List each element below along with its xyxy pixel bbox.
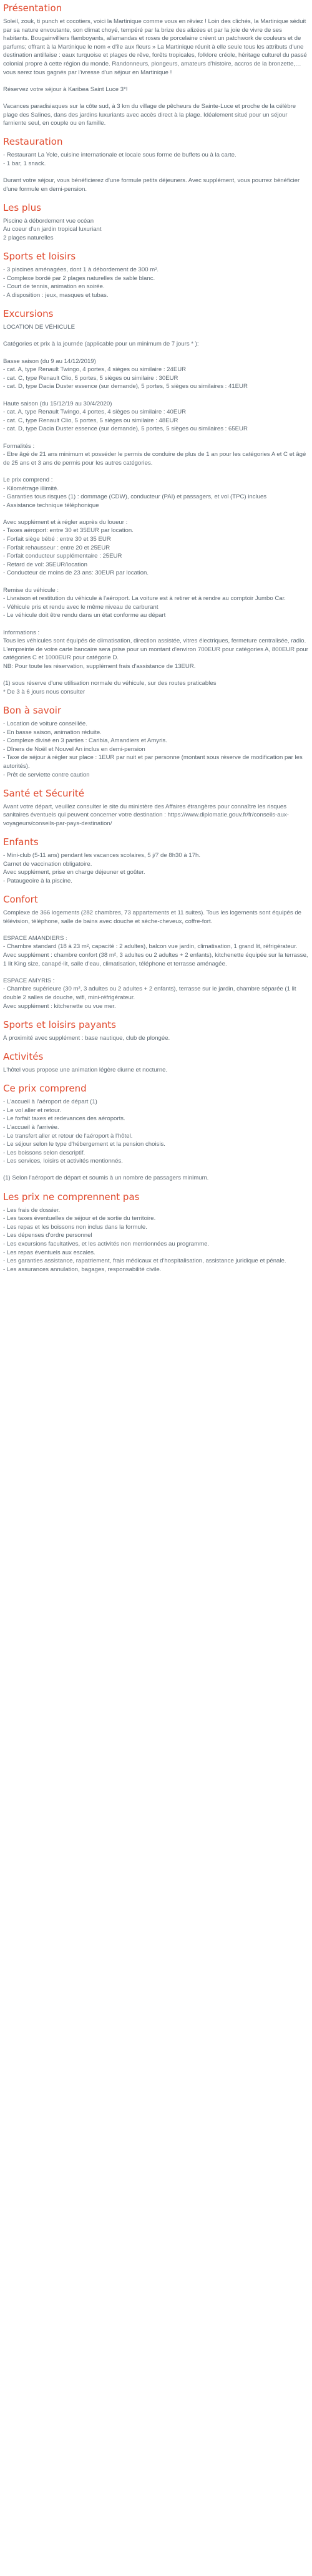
paragraph [3, 518, 309, 578]
text-line: - Mini-club (5-11 ans) pendant les vacances scolaires, 5 j/7 de 8h30 à 17h. [3, 852, 201, 859]
text-line: - Retard de vol: 35EUR/location [3, 561, 87, 568]
text-line: - Les assurances annulation, bagages, responsabilité civile. [3, 1266, 162, 1273]
text-line: - Le séjour selon le type d'hébergement et la pension choisis. [3, 1141, 165, 1148]
section-heading: Sports et loisirs payants [3, 1019, 116, 1030]
text-line: - Assistance technique téléphonique [3, 501, 99, 509]
text-line: - Les repas éventuels aux escales. [3, 1249, 95, 1256]
paragraph [3, 1174, 309, 1183]
text-line: - Les services, loisirs et activités mentionnés. [3, 1158, 123, 1165]
text-line: - Les frais de dossier. [3, 1206, 61, 1214]
text-line: - Taxes aéroport: entre 30 et 35EUR par location. [3, 527, 134, 535]
text-line: - Location de voiture conseillée. [3, 720, 87, 727]
paragraph [3, 442, 309, 468]
section-heading: Sports et loisirs [3, 251, 76, 263]
paragraph [3, 266, 309, 299]
paragraph [3, 476, 309, 510]
text-line: - L'accueil à l'aéroport de départ (1) [3, 1098, 97, 1106]
text-line: - 3 piscines aménagées, dont 1 à débordement de 300 m². [3, 266, 159, 274]
paragraph [3, 1034, 309, 1043]
section-heading: Restauration [3, 136, 63, 148]
paragraph [3, 977, 309, 1010]
text-line: - Les excursions facultatives, et les activités non mentionnées au programme. [3, 1241, 210, 1248]
text-line: - Forfait conducteur supplémentaire : 25EUR [3, 553, 122, 560]
paragraph [3, 340, 309, 349]
text-line: - Les dépenses d'ordre personnel [3, 1232, 92, 1239]
text-line: - Chambre standard (18 à 23 m², capacité : 2 adultes), balcon vue jardin, climatisation, 1 grand lit, réfrigérateur. [3, 943, 298, 951]
section-heading: Enfants [3, 836, 39, 848]
text-line: - Les taxes éventuelles de séjour et de sortie du territoire. [3, 1215, 156, 1223]
text-line: L'empreinte de votre carte bancaire sera prise pour un montant d'environ 700EUR pour catégories A, 800EUR pour catégories C et 1000EUR pour catégorie D. [3, 646, 308, 662]
text-line: - Court de tennis, animation en soirée. [3, 283, 105, 291]
section [3, 202, 309, 243]
paragraph [3, 851, 309, 885]
text-line: Formalités : [3, 442, 35, 450]
text-line: Piscine à débordement vue océan [3, 217, 94, 225]
text-line: - cat. D, type Dacia Duster essence (sur demande), 5 portes, 5 sièges ou similaires : 41EUR [3, 383, 248, 390]
text-line: - Chambre supérieure (30 m², 3 adultes ou 2 adultes + 2 enfants), terrasse sur le jardin, chambre séparée (1 lit double 2 salles de douche, wifi, mini-réfrigérateur. [3, 985, 296, 1001]
document-body [0, 0, 312, 1286]
text-line: Le prix comprend : [3, 476, 53, 483]
paragraph [3, 803, 309, 828]
text-line: Avec supplément et à régler auprès du loueur : [3, 518, 128, 526]
text-line: 2 plages naturelles [3, 235, 54, 242]
text-line: Avec supplément : chambre confort (38 m², 3 adultes ou 2 adultes + 2 enfants), kitchenette équipée sur la terrasse, 1 lit King size, canapé-lit, salle d'eau, climatisation, téléphone et terrasse aménagée. [3, 952, 308, 967]
paragraph [3, 629, 309, 671]
text-line: - Forfait rehausseur : entre 20 et 25EUR [3, 544, 110, 551]
text-line: - Le vol aller et retour. [3, 1106, 61, 1114]
section [3, 308, 309, 696]
text-line: * De 3 à 6 jours nous consulter [3, 688, 85, 695]
text-line: - cat. D, type Dacia Duster essence (sur demande), 5 portes, 5 sièges ou similaires : 65EUR [3, 425, 248, 433]
text-line: Remise du véhicule : [3, 586, 59, 594]
text-line: - Le transfert aller et retour de l'aéroport à l'hôtel. [3, 1132, 133, 1140]
section [3, 1051, 309, 1075]
paragraph [3, 720, 309, 779]
section-heading: Les prix ne comprennent pas [3, 1191, 140, 1203]
text-line: - Complexe bordé par 2 plages naturelles de sable blanc. [3, 274, 155, 282]
text-line: - Forfait siège bébé : entre 30 et 35 EUR [3, 536, 111, 543]
text-line: ESPACE AMANDIERS : [3, 934, 67, 942]
text-line: - Garanties tous risques (1) : dommage (CDW), conducteur (PAI) et passagers, et vol (TPC) inclues [3, 493, 267, 501]
text-line: - cat. C, type Renault Clio, 5 portes, 5 sièges ou similaire : 30EUR [3, 374, 178, 382]
section-heading: Ce prix comprend [3, 1083, 87, 1095]
text-line: Tous les véhicules sont équipés de climatisation, direction assistée, vitres électriques, fermeture centralisée, radio. [3, 637, 306, 645]
paragraph [3, 323, 309, 332]
text-line: Informations : [3, 629, 40, 636]
text-line: - cat. C, type Renault Clio, 5 portes, 5 sièges ou similaire : 48EUR [3, 417, 178, 424]
text-line: - Les garanties assistance, rapatriement, frais médicaux et d'hospitalisation, assistance juridique et pénale. [3, 1257, 286, 1265]
section [3, 788, 309, 828]
paragraph [3, 1206, 309, 1274]
text-line: - Les boissons selon descriptif. [3, 1149, 85, 1156]
text-line: - Conducteur de moins de 23 ans: 30EUR par location. [3, 569, 149, 577]
text-line: Avant votre départ, veuillez consulter le site du ministère des Affaires étrangères pour connaître les risques sanitaires éventuels qui peuvent concerner votre destination : https://www.diplomatie.gouv.fr/fr/conseils-aux-voyageurs/conseils-par-pays-destination/ [3, 803, 289, 827]
text-line: - L'accueil à l'arrivée. [3, 1123, 59, 1131]
text-line: Au coeur d'un jardin tropical luxuriant [3, 226, 102, 233]
text-line: - A disposition : jeux, masques et tubas. [3, 292, 109, 299]
section-heading: Présentation [3, 2, 62, 14]
text-line: Avec supplément : kitchenette ou vue mer. [3, 1002, 116, 1010]
text-line: Durant votre séjour, vous bénéficierez d'une formule petits déjeuners. Avec supplément, vous pourrez bénéficier d'une formule en demi-pension. [3, 177, 300, 193]
paragraph [3, 151, 309, 168]
text-line: - En basse saison, animation réduite. [3, 729, 102, 736]
text-line: - cat. A, type Renault Twingo, 4 portes, 4 sièges ou similaire : 24EUR [3, 366, 187, 374]
text-line: - Livraison et restitution du véhicule à l'aéroport. La voiture est à retirer et à rendre au comptoir Jumbo Car. [3, 595, 286, 603]
paragraph [3, 1066, 309, 1075]
text-line: ESPACE AMYRIS : [3, 977, 55, 984]
paragraph [3, 934, 309, 968]
text-line: Carnet de vaccination obligatoire. [3, 860, 92, 868]
text-line: - cat. A, type Renault Twingo, 4 portes, 4 sièges ou similaire : 40EUR [3, 409, 187, 416]
text-line: Vacances paradisiaques sur la côte sud, à 3 km du village de pêcheurs de Sainte-Luce et proche de la célèbre plage des Salines, dans des jardins luxuriants avec accès direct à la plage. Idéalement situé pour un séjour farniente seul, en couple ou en famille. [3, 102, 296, 127]
section [3, 894, 309, 1010]
paragraph [3, 909, 309, 926]
section-heading: Activités [3, 1050, 44, 1062]
paragraph [3, 177, 309, 193]
text-line: - Kilométrage illimité. [3, 485, 59, 492]
paragraph [3, 357, 309, 391]
paragraph [3, 1098, 309, 1166]
text-line: Soleil, zouk, ti punch et cocotiers, voici la Martinique comme vous en rêviez ! Loin des clichés, la Martinique séduit par sa nature envoutante, son climat choyé, tempéré par la brize des alizées et par la joie de vivre de ses habitants. Bougainvilliers flamboyants, allamandas et roses de porcelaine créent un patchwork de couleurs et de parfums; offrant à la Martinique le nom « d'île aux fleurs » La Martinique réunit à elle seule tous les attributs d'une destination antillaise : eaux turquoise et plages de rêve, forêts tropicales, folklore créole, héritage culturel du passé colonial propre à cette région du monde. Randonneurs, plongeurs, amateurs d'histoire, accros de la bronzette,… vous serez tous gagnés par l'ivresse d'un séjour en Martinique ! [3, 18, 307, 76]
text-line: NB: Pour toute les réservation, supplément frais d'assistance de 13EUR. [3, 662, 196, 670]
text-line: (1) Selon l'aéroport de départ et soumis à un nombre de passagers minimum. [3, 1174, 209, 1182]
section-heading: Confort [3, 894, 38, 906]
text-line: - Etre âgé de 21 ans minimum et posséder le permis de conduire de plus de 1 an pour les catégories A et C et âgé de 25 ans et 3 ans de permis pour les autres catégories. [3, 451, 306, 467]
text-line: - Dîners de Noël et Nouvel An inclus en demi-pension [3, 745, 145, 753]
paragraph [3, 17, 309, 77]
section-heading: Bon à savoir [3, 704, 62, 716]
paragraph [3, 102, 309, 128]
section [3, 836, 309, 885]
text-line: Haute saison (du 15/12/19 au 30/4/2020) [3, 400, 112, 407]
section [3, 1019, 309, 1043]
text-line: Complexe de 366 logements (282 chambres, 73 appartements et 11 suites). Tous les logements sont équipés de télévision, téléphone, salle de bains avec douche et sèche-cheveux, coffre-fort. [3, 909, 302, 925]
text-line: L'hôtel vous propose une animation légère diurne et nocturne. [3, 1066, 168, 1073]
text-line: - Prêt de serviette contre caution [3, 771, 90, 778]
section [3, 2, 309, 128]
text-line: - Les repas et les boissons non inclus dans la formule. [3, 1223, 147, 1231]
text-line: - Taxe de séjour à régler sur place : 1EUR par nuit et par personne (montant sous réserve de modification par les autorités). [3, 754, 303, 770]
paragraph [3, 586, 309, 620]
text-line: - Véhicule pris et rendu avec le même niveau de carburant [3, 603, 158, 611]
section [3, 1083, 309, 1183]
section-heading: Excursions [3, 308, 54, 320]
text-line: - 1 bar, 1 snack. [3, 160, 46, 167]
section [3, 251, 309, 299]
text-line: Catégories et prix à la journée (applicable pour un minimum de 7 jours * ): [3, 341, 199, 348]
text-line: (1) sous réserve d'une utilisation normale du véhicule, sur des routes praticables [3, 680, 217, 687]
text-line: - Complexe divisé en 3 parties : Caribia, Amandiers et Amyris. [3, 737, 167, 745]
text-line: Avec supplément, prise en charge déjeuner et goûter. [3, 869, 145, 876]
section-heading: Les plus [3, 201, 41, 213]
text-line: - Pataugeoire à la piscine. [3, 877, 72, 884]
paragraph [3, 217, 309, 243]
text-line: À proximité avec supplément : base nautique, club de plongée. [3, 1034, 170, 1042]
section-heading: Santé et Sécurité [3, 787, 84, 799]
section [3, 136, 309, 193]
paragraph [3, 85, 309, 94]
text-line: Basse saison (du 9 au 14/12/2019) [3, 357, 96, 365]
text-line: LOCATION DE VÉHICULE [3, 324, 75, 331]
text-line: - Le véhicule doit être rendu dans un état conforme au départ [3, 612, 166, 619]
section [3, 1191, 309, 1274]
text-line: Réservez votre séjour à Karibea Saint Luce 3*! [3, 85, 128, 93]
text-line: - Restaurant La Yole, cuisine internationale et locale sous forme de buffets ou à la carte. [3, 152, 236, 159]
section [3, 705, 309, 779]
paragraph [3, 400, 309, 433]
text-line: - Le forfait taxes et redevances des aéroports. [3, 1115, 125, 1123]
paragraph [3, 679, 309, 696]
